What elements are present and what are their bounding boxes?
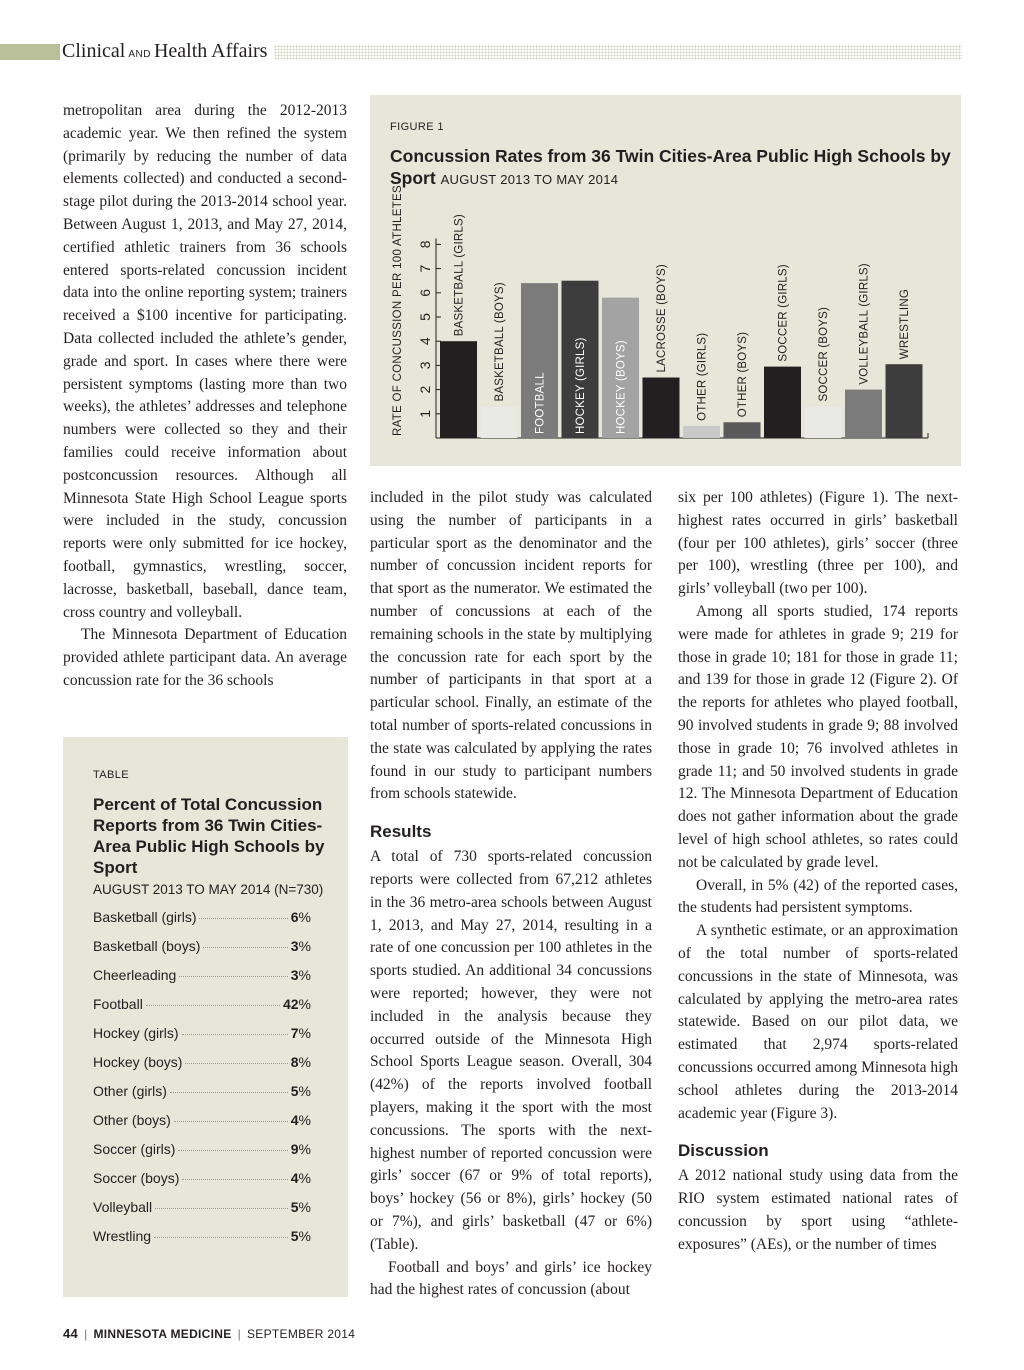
table-row — [93, 1112, 311, 1141]
figure-1 — [370, 95, 961, 466]
bar — [683, 426, 720, 438]
table-row-number: 7 — [290, 1025, 299, 1041]
leader-dots — [182, 1179, 287, 1180]
table-row — [93, 1141, 311, 1170]
table-row-unit: % — [298, 1199, 311, 1215]
table-row-number: 5 — [290, 1199, 299, 1215]
y-tick-label: 6 — [417, 288, 433, 297]
table-row-sport: Hockey (boys) — [93, 1054, 183, 1070]
table-row-unit: % — [298, 1083, 311, 1099]
leader-dots — [155, 1208, 288, 1209]
y-tick-label: 4 — [417, 337, 433, 346]
table-row-sport: Soccer (girls) — [93, 1141, 176, 1157]
bar-label: BASKETBALL (GIRLS) — [453, 214, 466, 337]
header-title-part2: Health Affairs — [153, 40, 268, 62]
results-heading: Results — [370, 822, 432, 842]
bar-label: LACROSSE (BOYS) — [656, 264, 668, 373]
bar — [440, 341, 477, 438]
y-tick-label: 3 — [417, 361, 433, 370]
table-row-value — [291, 1141, 311, 1157]
table-row-sport: Other (girls) — [93, 1083, 167, 1099]
table-row-unit: % — [298, 1054, 311, 1070]
y-tick-label: 5 — [417, 313, 433, 321]
body-column-3 — [678, 487, 958, 1257]
table-row-value — [291, 938, 311, 954]
table-row — [93, 1170, 311, 1199]
issue-date: SEPTEMBER 2014 — [246, 1327, 356, 1341]
table-row-unit: % — [298, 938, 311, 954]
bar-label: VOLLEYBALL (GIRLS) — [858, 263, 871, 385]
table-row-value — [291, 1054, 311, 1070]
leader-dots — [179, 976, 287, 977]
table-row-sport: Basketball (girls) — [93, 909, 197, 925]
col1-paragraph-1: metropolitan area during the 2012-2013 academic year. We then refined the system (primarily by reducing the number of data elements collected) and conducted a second-stage pilot during the 2013-2014 school year. Between August 1, 2013, and May 27, 2014, certified athletic trainers from 36 schools entered sports-related concussion incident data into the online reporting system; trainers received a $100 incentive for participating. Data collected included the athlete’s gender, grade and sport. In cases where there were persistent symptoms (lasting more than two weeks), the athletes’ addresses and telephone numbers were collected so they and their families could receive information about postconcussion resources. Although all Minnesota State High School League sports were included in the study, concussion reports were only submitted for ice hockey, football, gymnastics, wrestling, soccer, lacrosse, basketball, baseball, dance team, cross country and volleyball. — [63, 102, 347, 621]
table-row — [93, 996, 311, 1025]
leader-dots — [146, 1005, 280, 1006]
bar-label: SOCCER (BOYS) — [818, 306, 830, 402]
table-row — [93, 938, 311, 967]
table-row-value — [291, 1025, 311, 1041]
table-row-value — [291, 909, 311, 925]
bar-label: SOCCER (GIRLS) — [777, 264, 790, 362]
col3-paragraph-3: Overall, in 5% (42) of the reported cases, the students had persistent symptoms. — [678, 876, 958, 917]
table-row-sport: Soccer (boys) — [93, 1170, 180, 1186]
body-column-2 — [370, 487, 652, 1302]
table-row-number: 9 — [290, 1141, 299, 1157]
table-row-sport: Other (boys) — [93, 1112, 171, 1128]
header-accent-bar — [0, 44, 60, 60]
bar-label: FOOTBALL — [534, 372, 547, 434]
table-row — [93, 1083, 311, 1112]
table-row — [93, 967, 311, 996]
col2-paragraph-2: A total of 730 sports-related concussion reports were collected from 67,212 athletes in the 36 metro-area schools between August 1, 2013, and May 27, 2014, resulting in a rate of one concussion per 100 athletes in the sports studied. An additional 34 concussions were reported; however, they were not included in the analysis because they occurred outside of the Minnesota High School Sports League season. Overall, 304 (42%) of the reports involved football players, making it the sport with the most concussions. The sports with the next-highest number of reported concussion were girls’ soccer (67 or 9% of total reports), boys’ hockey (56 or 8%), girls’ hockey (50 or 7%), and girls’ basketball (47 or 6%) (Table). — [370, 848, 652, 1253]
col3-paragraph-1: six per 100 athletes) (Figure 1). The next-highest rates occurred in girls’ basketball (four per 100 athletes), girls’ soccer (three per 100), wrestling (three per 100), and girls’ volleyball (two per 100). — [678, 489, 958, 598]
table-row-value — [291, 967, 311, 983]
col3-paragraph-2: Among all sports studied, 174 reports were made for athletes in grade 9; 219 for those in grade 10; 181 for those in grade 11; and 139 for those in grade 12 (Figure 2). Of the reports for athletes who played football, 90 involved students in grade 9; 88 involved those in grade 10; 76 involved athletes in grade 11; and 50 involved students in grade 12. The Minnesota Department of Education does not gather information about the grade level of high school athletes, so rates could not be calculated by grade level. — [678, 602, 958, 871]
table-row-value — [291, 1112, 311, 1128]
table-row — [93, 1228, 311, 1257]
y-tick-label: 2 — [417, 385, 433, 394]
figure-subtitle: AUGUST 2013 TO MAY 2014 — [440, 172, 619, 187]
table-row-sport: Volleyball — [93, 1199, 153, 1215]
leader-dots — [170, 1092, 288, 1093]
bar — [724, 422, 761, 438]
y-tick-label: 1 — [417, 409, 433, 418]
bar — [805, 407, 842, 438]
bar-label: HOCKEY (BOYS) — [615, 340, 628, 434]
bar-label: OTHER (GIRLS) — [696, 332, 709, 421]
leader-dots — [203, 947, 287, 948]
bar — [764, 367, 801, 438]
col3-paragraph-4: A synthetic estimate, or an approximation of the total number of sports-related concussions in the state of Minnesota, was calculated by applying the metro-area rates statewide. Based on our pilot data, we estimated that 2,974 sports-related concussions occurred among Minnesota high school athletes during the 2013-2014 academic year (Figure 3). — [678, 922, 958, 1122]
footer-separator: | — [237, 1327, 241, 1341]
table-row — [93, 1054, 311, 1083]
table-row-number: 4 — [290, 1170, 299, 1186]
table-row-sport: Cheerleading — [93, 967, 177, 983]
section-header — [62, 40, 267, 63]
table-row-value — [291, 1170, 311, 1186]
bar — [886, 364, 923, 438]
table-box — [63, 737, 348, 1297]
table-row-number: 5 — [290, 1228, 299, 1244]
table-row — [93, 909, 311, 938]
table-row — [93, 1025, 311, 1054]
table-row-number: 42 — [282, 996, 299, 1012]
y-tick-label: 7 — [417, 264, 433, 273]
table-row-unit: % — [298, 1170, 311, 1186]
col2-paragraph-1: included in the pilot study was calculated using the number of participants in a particular sport as the denominator and the number of concussion incident reports for that sport as the numerator. We estimated the number of concussions at each of the remaining schools in the state by multiplying the concussion rate for each sport by the number of participants in that sport at a particular school. Finally, an estimate of the total number of sports-related concussions in the state was calculated by applying the rates found in our study to participant numbers from schools statewide. — [370, 489, 652, 803]
leader-dots — [174, 1121, 288, 1122]
table-row-number: 8 — [290, 1054, 299, 1070]
header-title-part1: Clinical — [62, 40, 126, 62]
page-number: 44 — [63, 1326, 79, 1341]
col3-paragraph-5: A 2012 national study using data from the RIO system estimated national rates of concussion by sport using “athlete-exposures” (AEs), or the number of times — [678, 1167, 958, 1253]
table-row-number: 6 — [290, 909, 299, 925]
bar-label: OTHER (BOYS) — [737, 331, 749, 418]
y-axis-label: RATE OF CONCUSSION PER 100 ATHLETES — [392, 185, 404, 436]
bar — [481, 407, 518, 438]
table-row-unit: % — [298, 1025, 311, 1041]
table-row-unit: % — [298, 909, 311, 925]
figure-title-text: Concussion Rates from 36 Twin Cities-Area Public High Schools by Sport — [390, 146, 951, 188]
y-tick-label: 8 — [417, 240, 433, 249]
bar-chart — [370, 95, 961, 466]
table-row-unit: % — [298, 1141, 311, 1157]
table-row-unit: % — [298, 967, 311, 983]
table-subtitle: AUGUST 2013 TO MAY 2014 (N=730) — [93, 882, 324, 897]
table-row-number: 4 — [290, 1112, 299, 1128]
leader-dots — [182, 1034, 288, 1035]
table-row-unit: % — [298, 1112, 311, 1128]
bar-label: HOCKEY (GIRLS) — [575, 337, 587, 434]
table-row-number: 5 — [290, 1083, 299, 1099]
table-row-sport: Football — [93, 996, 143, 1012]
table-row-sport: Wrestling — [93, 1228, 152, 1244]
leader-dots — [154, 1237, 288, 1238]
table-rows — [93, 909, 311, 1257]
table-row-sport: Basketball (boys) — [93, 938, 201, 954]
body-column-1 — [63, 100, 347, 693]
col1-paragraph-2: The Minnesota Department of Education provided athlete participant data. An average concussion rate for the 36 schools — [63, 626, 347, 689]
table-row-value — [291, 1199, 311, 1215]
bar-label: WRESTLING — [899, 289, 911, 360]
page-footer — [63, 1326, 355, 1341]
table-row-unit: % — [298, 996, 311, 1012]
header-dot-pattern — [274, 45, 962, 60]
leader-dots — [199, 918, 287, 919]
figure-label: FIGURE 1 — [390, 121, 444, 133]
bar — [643, 378, 680, 439]
table-label: TABLE — [93, 769, 130, 781]
header-title-and: AND — [128, 49, 151, 60]
table-row — [93, 1199, 311, 1228]
col2-paragraph-3: Football and boys’ and girls’ ice hockey had the highest rates of concussion (about — [370, 1258, 652, 1299]
table-row-value — [291, 1228, 311, 1244]
discussion-heading: Discussion — [678, 1141, 769, 1161]
table-row-sport: Hockey (girls) — [93, 1025, 179, 1041]
table-row-unit: % — [298, 1228, 311, 1244]
table-title: Percent of Total Concussion Reports from 36 Twin Cities-Area Public High Schools by Sport — [93, 795, 325, 877]
table-row-number: 3 — [290, 967, 299, 983]
table-row-value — [283, 996, 311, 1012]
leader-dots — [178, 1150, 287, 1151]
magazine-name: MINNESOTA MEDICINE — [93, 1327, 232, 1341]
footer-separator: | — [84, 1327, 88, 1341]
bar — [845, 390, 882, 438]
table-row-value — [291, 1083, 311, 1099]
table-row-number: 3 — [290, 938, 299, 954]
leader-dots — [185, 1063, 287, 1064]
bar-label: BASKETBALL (BOYS) — [494, 282, 506, 402]
